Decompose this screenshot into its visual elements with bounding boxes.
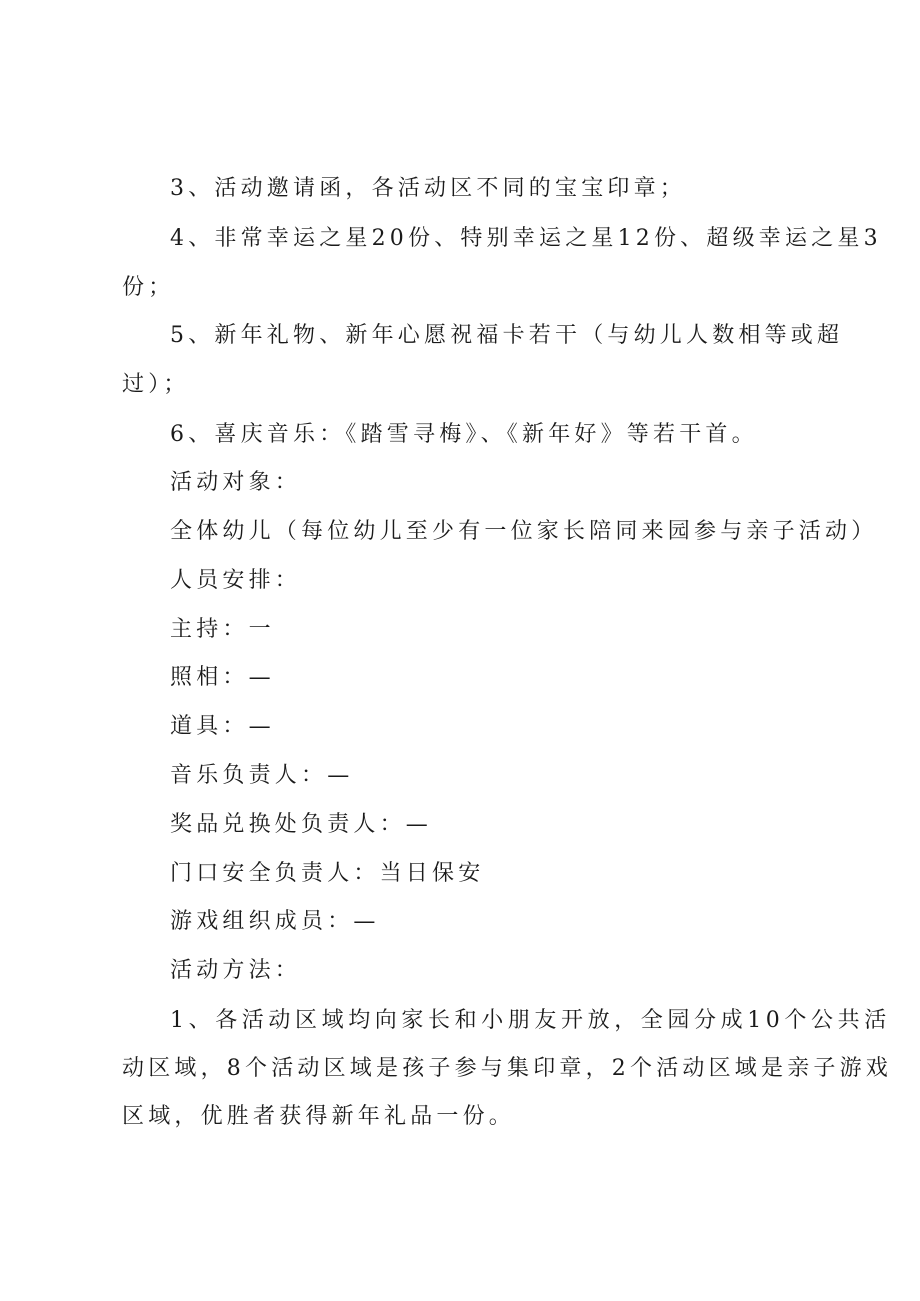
section-heading-target: 活动对象： [170, 470, 302, 495]
staff-photography: 照相：— [170, 665, 275, 690]
materials-item-3: 3、活动邀请函，各活动区不同的宝宝印章； [170, 176, 686, 201]
materials-item-4-continuation: 份； [122, 275, 175, 300]
materials-item-6: 6、喜庆音乐：《踏雪寻梅》、《新年好》等若干首。 [170, 422, 758, 447]
section-heading-method: 活动方法： [170, 958, 302, 983]
materials-item-5-continuation: 过）； [122, 372, 190, 397]
staff-game-organizers: 游戏组织成员：— [170, 909, 380, 934]
section-heading-staff: 人员安排： [170, 568, 302, 593]
materials-item-4: 4、非常幸运之星20份、特别幸运之星12份、超级幸运之星3 [170, 226, 882, 251]
staff-music: 音乐负责人：— [170, 763, 354, 788]
target-description: 全体幼儿（每位幼儿至少有一位家长陪同来园参与亲子活动） [170, 519, 878, 544]
staff-door-safety: 门口安全负责人：当日保安 [170, 861, 485, 886]
method-item-1-continuation-2: 区域，优胜者获得新年礼品一份。 [122, 1104, 516, 1129]
staff-prize-exchange: 奖品兑换处负责人：— [170, 812, 433, 837]
staff-host: 主持：一 [170, 617, 275, 642]
method-item-1: 1、各活动区域均向家长和小朋友开放，全园分成10个公共活 [170, 1008, 891, 1033]
staff-props: 道具：— [170, 714, 275, 739]
materials-item-5: 5、新年礼物、新年心愿祝福卡若干（与幼儿人数相等或超 [170, 323, 844, 348]
method-item-1-continuation: 动区域，8个活动区域是孩子参与集印章，2个活动区域是亲子游戏 [122, 1056, 892, 1081]
